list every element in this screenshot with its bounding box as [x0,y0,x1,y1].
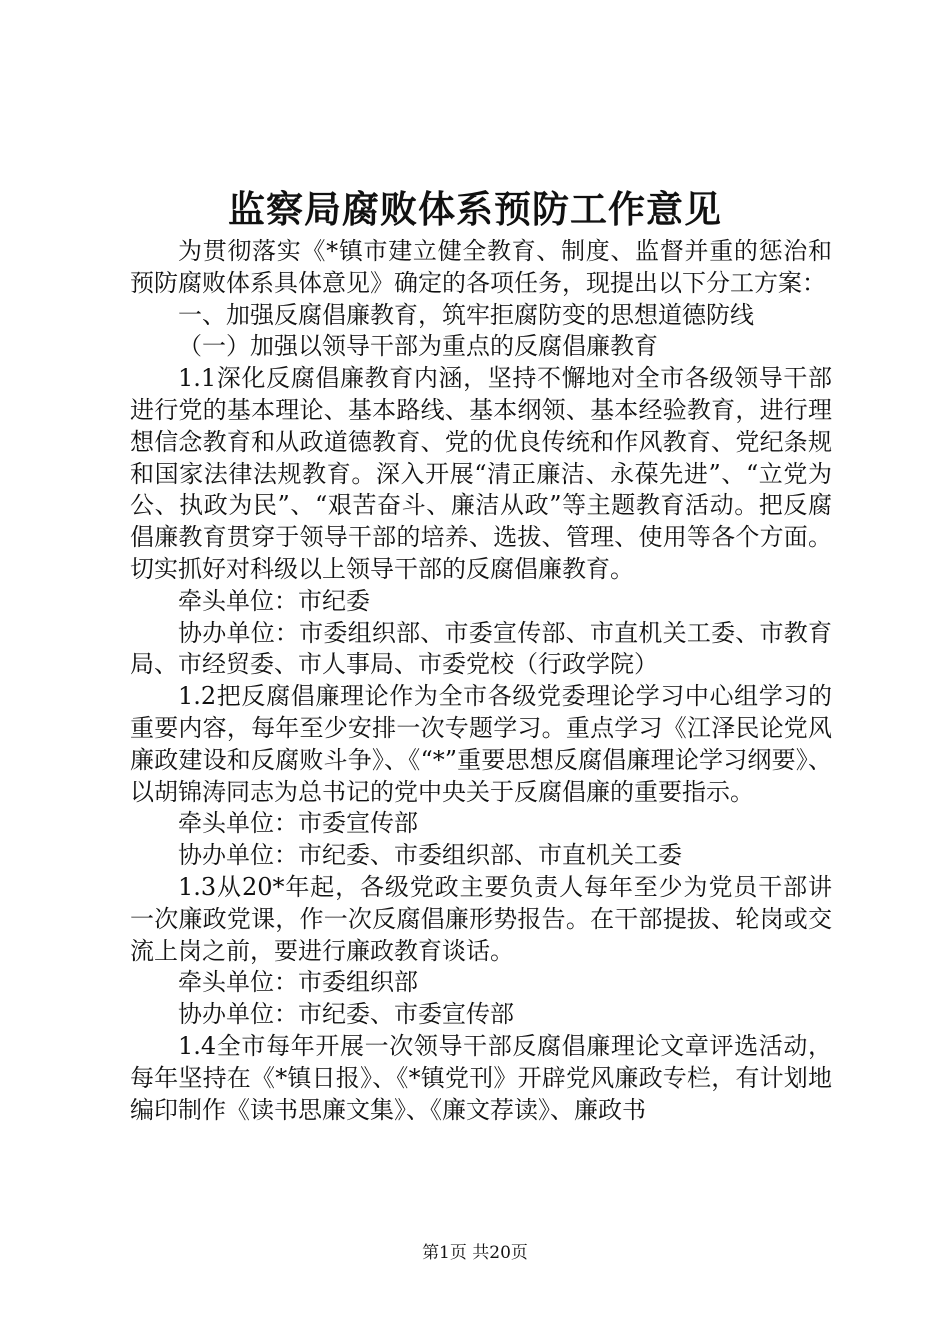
paragraph-intro: 为贯彻落实《*镇市建立健全教育、制度、监督并重的惩治和预防腐败体系具体意见》确定的各项任务，现提出以下分工方案： [130,237,832,297]
paragraph-item-1-1: 1.1深化反腐倡廉教育内涵，坚持不懈地对全市各级领导干部进行党的基本理论、基本路线、基本纲领、基本经验教育，进行理想信念教育和从政道德教育、党的优良传统和作风教育、党纪条规和国家法律法规教育。深入开展“清正廉洁、永葆先进”、“立党为公、执政为民”、“艰苦奋斗、廉洁从政”等主题教育活动。把反腐倡廉教育贯穿于领导干部的培养、选拔、管理、使用等各个方面。切实抓好对科级以上领导干部的反腐倡廉教育。 [130,364,832,583]
assist-unit-1-1: 协办单位：市委组织部、市委宣传部、市直机关工委、市教育局、市经贸委、市人事局、市委党校（行政学院） [130,618,832,679]
assist-unit-1-2: 协办单位：市纪委、市委组织部、市直机关工委 [178,841,682,870]
paragraph-item-1-3: 1.3从20*年起，各级党政主要负责人每年至少为党员干部讲一次廉政党课，作一次反腐倡廉形势报告。在干部提拔、轮岗或交流上岗之前，要进行廉政教育谈话。 [130,872,832,965]
assist-unit-1-3: 协办单位：市纪委、市委宣传部 [178,1000,514,1029]
section-heading-1: 一、加强反腐倡廉教育，筑牢拒腐防变的思想道德防线 [178,300,754,329]
lead-unit-1-1: 牵头单位：市纪委 [178,586,370,615]
document-body [130,236,832,1126]
subsection-heading-1: （一）加强以领导干部为重点的反腐倡廉教育 [178,332,658,361]
lead-unit-1-3: 牵头单位：市委组织部 [178,968,418,997]
paragraph-item-1-2: 1.2把反腐倡廉理论作为全市各级党委理论学习中心组学习的重要内容，每年至少安排一次专题学习。重点学习《江泽民论党风廉政建设和反腐败斗争》、《“*”重要思想反腐倡廉理论学习纲要》、以胡锦涛同志为总书记的党中央关于反腐倡廉的重要指示。 [130,682,832,806]
document-title: 监察局腐败体系预防工作意见 [228,187,722,231]
paragraph-item-1-4: 1.4全市每年开展一次领导干部反腐倡廉理论文章评选活动，每年坚持在《*镇日报》、《*镇党刊》开辟党风廉政专栏，有计划地编印制作《读书思廉文集》、《廉文荐读》、廉政书 [130,1031,832,1124]
lead-unit-1-2: 牵头单位：市委宣传部 [178,809,418,838]
page-footer: 第1页 共20页 [422,1243,528,1263]
